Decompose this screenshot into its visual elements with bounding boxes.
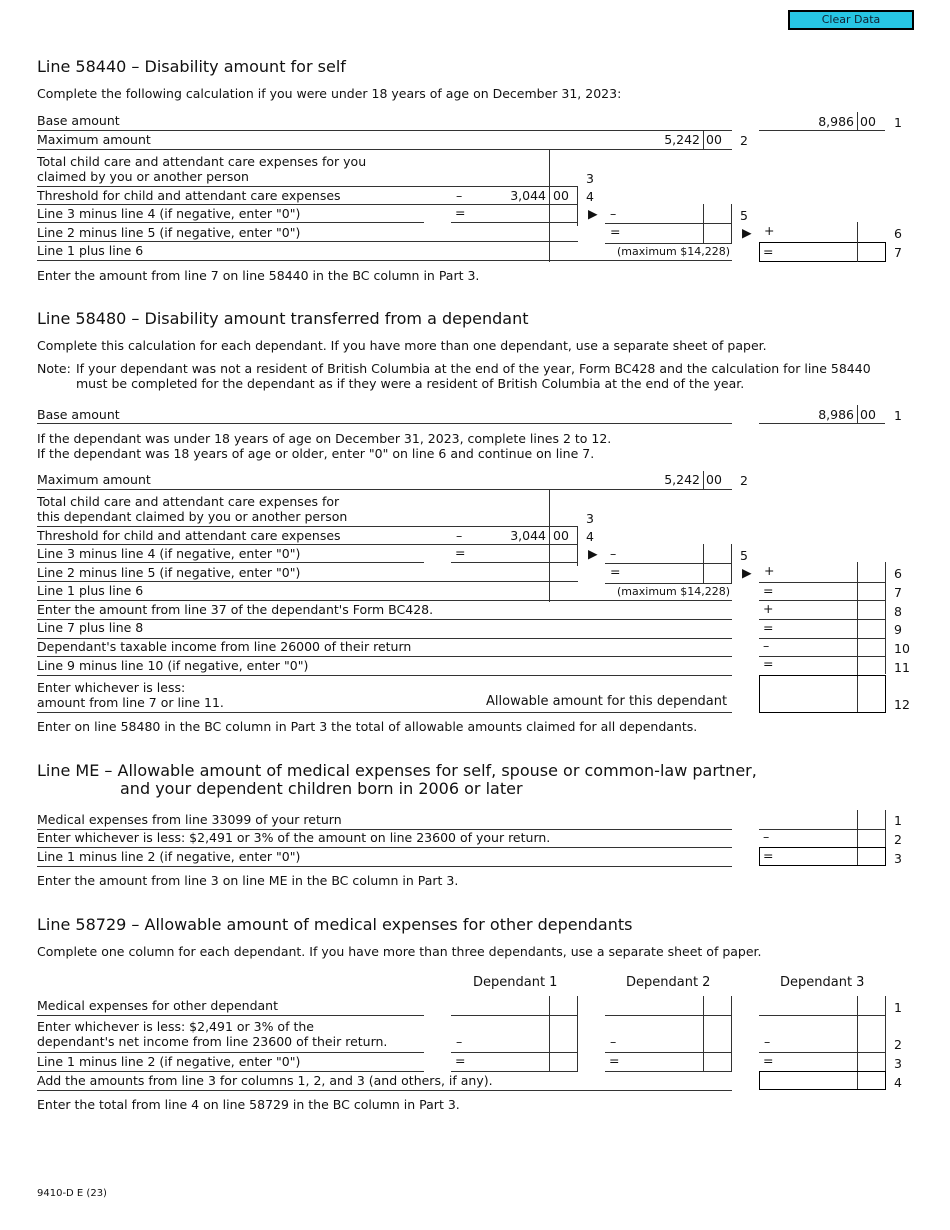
s2-base-amount: 8,986 [818, 407, 854, 422]
s2-line-no-9: 9 [894, 622, 902, 637]
s3-l1-label: Medical expenses from line 33099 of your return [37, 812, 342, 827]
plus-sign: + [764, 563, 775, 578]
s1-maximum-note: (maximum $14,228) [617, 245, 730, 258]
minus-sign: – [610, 206, 617, 221]
clear-data-button[interactable]: Clear Data [788, 10, 914, 30]
s2-threshold-amount: 3,044 [510, 528, 546, 543]
s2-max-amount: 5,242 [664, 472, 700, 487]
s4-l4-label: Add the amounts from line 3 for columns 1, 2, and 3 (and others, if any). [37, 1073, 493, 1088]
equals-sign: = [455, 1053, 466, 1068]
s1-total-box[interactable] [759, 242, 886, 262]
arrow-icon: ▶ [742, 225, 752, 240]
s4-line-no-3: 3 [894, 1056, 902, 1071]
s3-line-no-3: 3 [894, 851, 902, 866]
s1-care-label-1: Total child care and attendant care expenses for you [37, 154, 367, 169]
section-title-58729: Line 58729 – Allowable amount of medical expenses for other dependants [37, 915, 633, 934]
s1-care-expenses-input[interactable] [451, 168, 547, 184]
s4-l3-label: Line 1 minus line 2 (if negative, enter "0") [37, 1054, 301, 1069]
s4-line-no-2: 2 [894, 1037, 902, 1052]
s3-line-no-2: 2 [894, 832, 902, 847]
s2-if-1: If the dependant was under 18 years of age on December 31, 2023, complete lines 2 to 12. [37, 431, 612, 446]
plus-sign: + [764, 223, 775, 238]
s3-line-no-1: 1 [894, 813, 902, 828]
s2-line-no-4: 4 [586, 529, 594, 544]
s4-l2b-label: dependant's net income from line 23600 of their return. [37, 1034, 388, 1049]
s2-line-no-10: 10 [894, 641, 910, 656]
equals-sign: = [455, 545, 466, 560]
s2-max-label: Maximum amount [37, 472, 151, 487]
equals-sign: = [609, 1053, 620, 1068]
s4-dep2-line1-input[interactable] [606, 998, 702, 1014]
section-title-me-2: and your dependent children born in 2006 or later [120, 779, 523, 798]
s4-l2a-label: Enter whichever is less: $2,491 or 3% of the [37, 1019, 314, 1034]
minus-sign: – [456, 188, 463, 203]
s4-line-no-4: 4 [894, 1075, 902, 1090]
s2-care-label-2: this dependant claimed by you or another person [37, 509, 348, 524]
s2-note-label: Note: [37, 361, 71, 376]
section-title-58440: Line 58440 – Disability amount for self [37, 57, 346, 76]
s2-care-label-1: Total child care and attendant care expenses for [37, 494, 340, 509]
section-title-me-1: Line ME – Allowable amount of medical expenses for self, spouse or common-law partner, [37, 761, 757, 780]
s1-line-no-3: 3 [586, 171, 594, 186]
s2-max-cents: 00 [706, 472, 722, 487]
s2-line-no-6: 6 [894, 566, 902, 581]
s1-line-no-4: 4 [586, 189, 594, 204]
s2-line-no-2: 2 [740, 473, 748, 488]
equals-sign: = [763, 1053, 774, 1068]
s2-line-no-11: 11 [894, 660, 910, 675]
arrow-icon: ▶ [588, 546, 598, 561]
s2-line-no-7: 7 [894, 585, 902, 600]
s2-line-no-12: 12 [894, 697, 910, 712]
s1-base-amount: 8,986 [818, 114, 854, 129]
s4-total-box[interactable] [759, 1071, 886, 1090]
equals-sign: = [763, 656, 774, 671]
plus-sign: + [763, 601, 774, 616]
s1-care-label-2: claimed by you or another person [37, 169, 249, 184]
s1-line-no-7: 7 [894, 245, 902, 260]
s2-l12b-label: amount from line 7 or line 11. [37, 695, 224, 710]
s3-line2-input[interactable] [760, 830, 856, 846]
s1-line-no-2: 2 [740, 133, 748, 148]
s2-threshold-label: Threshold for child and attendant care expenses [37, 528, 341, 543]
minus-sign: – [763, 829, 770, 844]
s2-threshold-cents: 00 [553, 528, 569, 543]
s2-line10-input[interactable] [760, 640, 856, 656]
s4-col-dependant-1: Dependant 1 [473, 975, 558, 990]
arrow-icon: ▶ [588, 206, 598, 221]
equals-sign: = [610, 224, 621, 239]
s3-total-box[interactable] [759, 847, 886, 866]
s2-note-1: If your dependant was not a resident of British Columbia at the end of the year, Form BC428 and the calculation for line 58440 [76, 361, 871, 376]
s2-allowable-box[interactable] [759, 675, 886, 713]
s2-l11-label: Line 9 minus line 10 (if negative, enter "0") [37, 658, 309, 673]
s2-l1p6-label: Line 1 plus line 6 [37, 583, 144, 598]
form-footer-code: 9410-D E (23) [37, 1188, 107, 1199]
minus-sign: – [763, 638, 770, 653]
equals-sign: = [763, 583, 774, 598]
s4-intro: Complete one column for each dependant. If you have more than three dependants, use a separate sheet of paper. [37, 944, 762, 959]
equals-sign: = [763, 244, 774, 259]
s4-line-no-1: 1 [894, 1000, 902, 1015]
minus-sign: – [610, 1034, 617, 1049]
arrow-icon: ▶ [742, 565, 752, 580]
s1-l2m5-label: Line 2 minus line 5 (if negative, enter "0") [37, 225, 301, 240]
s2-base-label: Base amount [37, 407, 120, 422]
s2-line8-input[interactable] [760, 602, 856, 618]
section-title-58480: Line 58480 – Disability amount transferred from a dependant [37, 309, 529, 328]
s2-line-no-1: 1 [894, 408, 902, 423]
s2-allowable-label: Allowable amount for this dependant [486, 694, 728, 709]
s1-threshold-cents: 00 [553, 188, 569, 203]
s4-l1-label: Medical expenses for other dependant [37, 998, 278, 1013]
s1-line-no-5: 5 [740, 208, 748, 223]
s2-line-no-5: 5 [740, 548, 748, 563]
s2-l12a-label: Enter whichever is less: [37, 680, 186, 695]
s1-max-amount: 5,242 [664, 132, 700, 147]
s1-max-cents: 00 [706, 132, 722, 147]
s2-if-2: If the dependant was 18 years of age or older, enter "0" on line 6 and continue on line 7. [37, 446, 595, 461]
equals-sign: = [455, 205, 466, 220]
s1-base-cents: 00 [860, 114, 876, 129]
s2-line-no-8: 8 [894, 604, 902, 619]
s1-intro: Complete the following calculation if you were under 18 years of age on December 31, 2023: [37, 86, 622, 101]
s4-dep3-line1-input[interactable] [760, 998, 856, 1014]
s3-enter-note: Enter the amount from line 3 on line ME in the BC column in Part 3. [37, 873, 459, 888]
s2-base-cents: 00 [860, 407, 876, 422]
s4-enter-note: Enter the total from line 4 on line 58729 in the BC column in Part 3. [37, 1097, 460, 1112]
s2-note-2: must be completed for the dependant as if they were a resident of British Columbia at the end of the year. [76, 376, 745, 391]
s1-line-no-6: 6 [894, 226, 902, 241]
minus-sign: – [764, 1034, 771, 1049]
s2-l2m5-label: Line 2 minus line 5 (if negative, enter "0") [37, 565, 301, 580]
s4-col-dependant-3: Dependant 3 [780, 975, 865, 990]
equals-sign: = [763, 620, 774, 635]
s2-l3m4-label: Line 3 minus line 4 (if negative, enter "0") [37, 546, 301, 561]
s1-line-no-1: 1 [894, 115, 902, 130]
s1-l3m4-label: Line 3 minus line 4 (if negative, enter "0") [37, 206, 301, 221]
s3-line1-input[interactable] [760, 812, 856, 828]
s2-l9-label: Line 7 plus line 8 [37, 620, 144, 635]
s1-base-label: Base amount [37, 113, 120, 128]
s2-l8-label: Enter the amount from line 37 of the dependant's Form BC428. [37, 602, 434, 617]
s1-enter-note: Enter the amount from line 7 on line 58440 in the BC column in Part 3. [37, 268, 480, 283]
s4-col-dependant-2: Dependant 2 [626, 975, 711, 990]
s2-line-no-3: 3 [586, 511, 594, 526]
minus-sign: – [610, 546, 617, 561]
s1-l1p6-label: Line 1 plus line 6 [37, 243, 144, 258]
s3-l3-label: Line 1 minus line 2 (if negative, enter "0") [37, 849, 301, 864]
s2-intro: Complete this calculation for each dependant. If you have more than one dependant, use a separate sheet of paper. [37, 338, 767, 353]
s2-care-expenses-input[interactable] [451, 508, 547, 524]
s2-enter-note: Enter on line 58480 in the BC column in Part 3 the total of allowable amounts claimed for all dependants. [37, 719, 698, 734]
minus-sign: – [456, 1034, 463, 1049]
s1-threshold-label: Threshold for child and attendant care expenses [37, 188, 341, 203]
s2-maximum-note: (maximum $14,228) [617, 585, 730, 598]
equals-sign: = [610, 564, 621, 579]
s4-dep1-line1-input[interactable] [452, 998, 548, 1014]
s1-max-label: Maximum amount [37, 132, 151, 147]
s3-l2-label: Enter whichever is less: $2,491 or 3% of the amount on line 23600 of your return. [37, 830, 551, 845]
minus-sign: – [456, 528, 463, 543]
s2-l10-label: Dependant's taxable income from line 26000 of their return [37, 639, 412, 654]
s1-threshold-amount: 3,044 [510, 188, 546, 203]
equals-sign: = [763, 848, 774, 863]
